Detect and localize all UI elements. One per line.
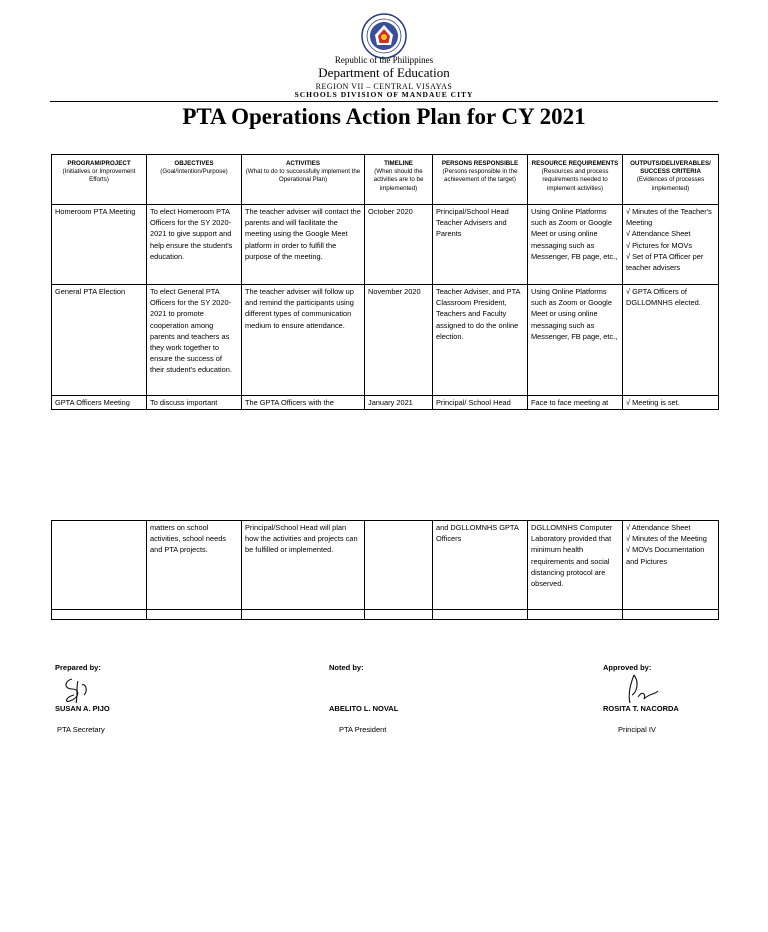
- cell-timeline: January 2021: [365, 396, 433, 410]
- action-plan-table-continued: [51, 520, 719, 620]
- empty-cell: [147, 610, 242, 620]
- table-row: [52, 396, 719, 410]
- cell-resources: Using Online Platforms such as Zoom or Google Meet or using online messaging such as Messenger, FB page, etc.,: [528, 285, 623, 396]
- cell-persons: Principal/ School Head: [433, 396, 528, 410]
- col-header-timeline: TIMELINE (When should the activities are to be implemented): [365, 155, 433, 205]
- prepared-name: SUSAN A. PIJO: [55, 704, 110, 713]
- col-header-objectives: OBJECTIVES (Goal/Intention/Purpose): [147, 155, 242, 205]
- cell-program: GPTA Officers Meeting: [52, 396, 147, 410]
- table-row: [52, 205, 719, 285]
- cell-activities: The GPTA Officers with the: [242, 396, 365, 410]
- table-header-row: [52, 155, 719, 205]
- cell-timeline: [365, 521, 433, 610]
- output-item: √ Set of PTA Officer per teacher advisers: [626, 251, 704, 273]
- cell-program: Homeroom PTA Meeting: [52, 205, 147, 285]
- empty-cell: [52, 610, 147, 620]
- output-item: √ Minutes of the Meeting: [626, 534, 707, 544]
- cell-resources: Face to face meeting at: [528, 396, 623, 410]
- cell-persons: Teacher Adviser, and PTA Classroom President, Teachers and Faculty assigned to do the online election.: [433, 285, 528, 396]
- cell-outputs: [623, 205, 719, 285]
- col-header-program: PROGRAM/PROJECT (Initiatives or Improvement Efforts): [52, 155, 147, 205]
- noted-role: PTA President: [339, 725, 387, 734]
- cell-objectives: matters on school activities, school needs and PTA projects.: [147, 521, 242, 610]
- output-item: √ GPTA Officers of DGLLOMNHS elected.: [626, 287, 701, 308]
- cell-outputs: [623, 285, 719, 396]
- cell-program: General PTA Election: [52, 285, 147, 396]
- header-rule: [50, 101, 718, 102]
- col-header-resources: RESOURCE REQUIREMENTS (Resources and process requirements needed to implement activities): [528, 155, 623, 205]
- prepared-role: PTA Secretary: [57, 725, 105, 734]
- approved-label: Approved by:: [603, 663, 652, 672]
- cell-objectives: To elect Homeroom PTA Officers for the SY 2020-2021 to give support and help ensure the student's education.: [147, 205, 242, 285]
- cell-persons: Principal/School Head Teacher Advisers and Parents: [433, 205, 528, 285]
- table-row-empty: [52, 610, 719, 620]
- output-item: √ Pictures for MOVs: [626, 240, 693, 250]
- cell-activities: The teacher adviser will contact the parents and will facilitate the meeting using the Google Meet platform in order to fulfill the purpose of the meeting.: [242, 205, 365, 285]
- region-line: REGION VII – CENTRAL VISAYAS: [315, 82, 453, 91]
- cell-persons: and DGLLOMNHS GPTA Officers: [433, 521, 528, 610]
- noted-label: Noted by:: [329, 663, 364, 672]
- cell-resources: Using Online Platforms such as Zoom or Google Meet or using online messaging such as Messenger, FB page, etc.,: [528, 205, 623, 285]
- col-header-activities: ACTIVITIES (What to do to successfully implement the Operational Plan): [242, 155, 365, 205]
- cell-outputs: [623, 521, 719, 610]
- action-plan-table: [51, 154, 719, 410]
- cell-program: [52, 521, 147, 610]
- signature-pijo: [58, 675, 96, 707]
- cell-timeline: November 2020: [365, 285, 433, 396]
- table-row: [52, 285, 719, 396]
- empty-cell: [433, 610, 528, 620]
- cell-resources: DGLLOMNHS Computer Laboratory provided that minimum health requirements and social distancing protocol are observed.: [528, 521, 623, 610]
- col-header-persons: PERSONS RESPONSIBLE (Persons responsible in the achievement of the target): [433, 155, 528, 205]
- output-item: √ Attendance Sheet: [626, 523, 691, 532]
- cell-objectives: To elect General PTA Officers for the SY 2020-2021 to promote cooperation among parents and teachers as they work together to ensure the success of their student's education.: [147, 285, 242, 396]
- empty-cell: [528, 610, 623, 620]
- signature-nacorda: [620, 673, 662, 707]
- deped-seal-icon: [361, 13, 407, 59]
- republic-line: Republic of the Philippines: [334, 55, 434, 65]
- output-item: √ Attendance Sheet: [626, 229, 691, 239]
- output-item: √ Minutes of the Teacher's Meeting: [626, 207, 712, 228]
- cell-activities: Principal/School Head will plan how the activities and projects can be fulfilled or implemented.: [242, 521, 365, 610]
- empty-cell: [365, 610, 433, 620]
- table-row: [52, 521, 719, 610]
- approved-name: ROSITA T. NACORDA: [603, 704, 679, 713]
- empty-cell: [623, 610, 719, 620]
- noted-name: ABELITO L. NOVAL: [329, 704, 399, 713]
- cell-objectives: To discuss important: [147, 396, 242, 410]
- division-line: SCHOOLS DIVISION OF MANDAUE CITY: [294, 90, 474, 99]
- cell-activities: The teacher adviser will follow up and remind the participants using different types of communication medium to ensure attendance.: [242, 285, 365, 396]
- cell-outputs: [623, 396, 719, 410]
- department-name: Department of Education: [318, 65, 450, 80]
- empty-cell: [242, 610, 365, 620]
- col-header-outputs: OUTPUTS/DELIVERABLES/ SUCCESS CRITERIA (Evidences of processes implemented): [623, 155, 719, 205]
- prepared-label: Prepared by:: [55, 663, 101, 672]
- approved-role: Principal IV: [618, 725, 656, 734]
- output-item: √ Meeting is set.: [626, 398, 680, 407]
- output-item: √ MOVs Documentation and Pictures: [626, 545, 705, 566]
- cell-timeline: October 2020: [365, 205, 433, 285]
- page-title: PTA Operations Action Plan for CY 2021: [182, 104, 586, 129]
